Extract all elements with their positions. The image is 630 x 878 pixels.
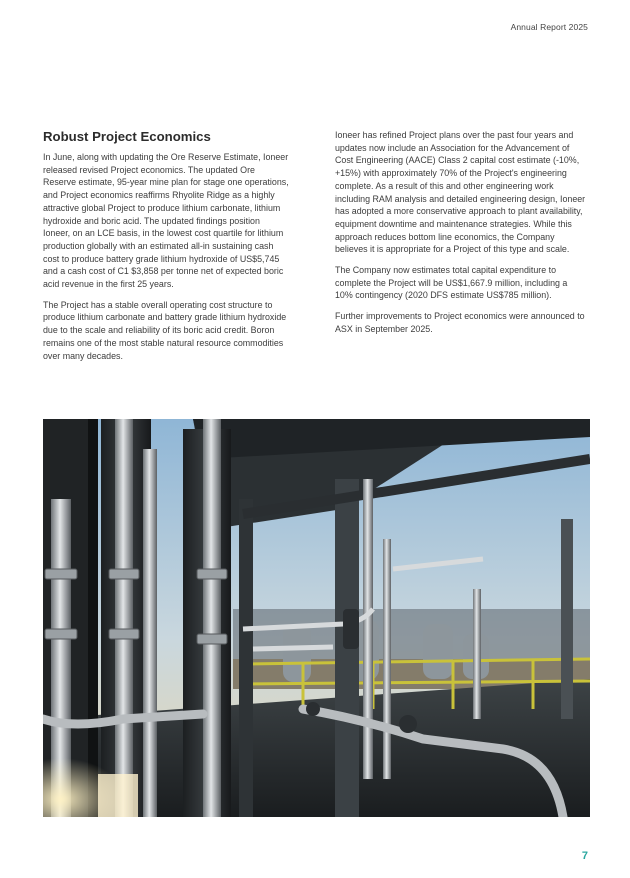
paragraph: Ioneer has refined Project plans over the past four years and updates now include an Association for the Advancement of Cost Engineering (AACE) Class 2 capital cost estimate (-10%, +15%) with approximately 70% of the Project's engineering complete. As a result of this and other engineering work including RAM analysis and detailed engineering design, Ioneer has adopted a more conservative approach to plant availability, equipment downtime and maintenance strategies. While this approach reduces bottom line economics, the Company believes it is appropriate for a Project of this type and scale. — [335, 130, 586, 255]
paragraph: The Company now estimates total capital expenditure to complete the Project will be US$1,667.9 million, including a 10% contingency (2020 DFS estimate US$785 million). — [335, 265, 568, 301]
paragraph: The Project has a stable overall operating cost structure to produce lithium carbonate and battery grade lithium hydroxide due to the scale and reliability of its boric acid credit. Boron remains one of the most stable natural resource commodities over many decades. — [43, 299, 287, 361]
running-header: Annual Report 2025 — [510, 22, 588, 32]
paragraph: In June, along with updating the Ore Reserve Estimate, Ioneer released revised Project economics. The updated Ore Reserve estimate, 95-year mine plan for stage one operations, and Project economics reaffirms Rhyolite Ridge as a highly attractive global Project to produce lithium carbonate, lithium hydroxide and boric acid. The updated findings position Ioneer, on an LCE basis, in the lowest cost quartile for lithium production globally with an estimated all-in sustaining cash cost to produce battery grade lithium hydroxide of US$5,745 and a cash cost of C1 $3,858 per tonne net of expected boric acid revenue in the first 25 years. — [43, 152, 289, 290]
paragraph: Further improvements to Project economics were announced to ASX in September 2025. — [335, 311, 585, 334]
page-number: 7 — [581, 850, 588, 862]
plant-rendering-image — [43, 419, 590, 817]
right-column — [335, 129, 587, 344]
section-title: Robust Project Economics — [43, 129, 211, 144]
left-column — [43, 129, 289, 370]
